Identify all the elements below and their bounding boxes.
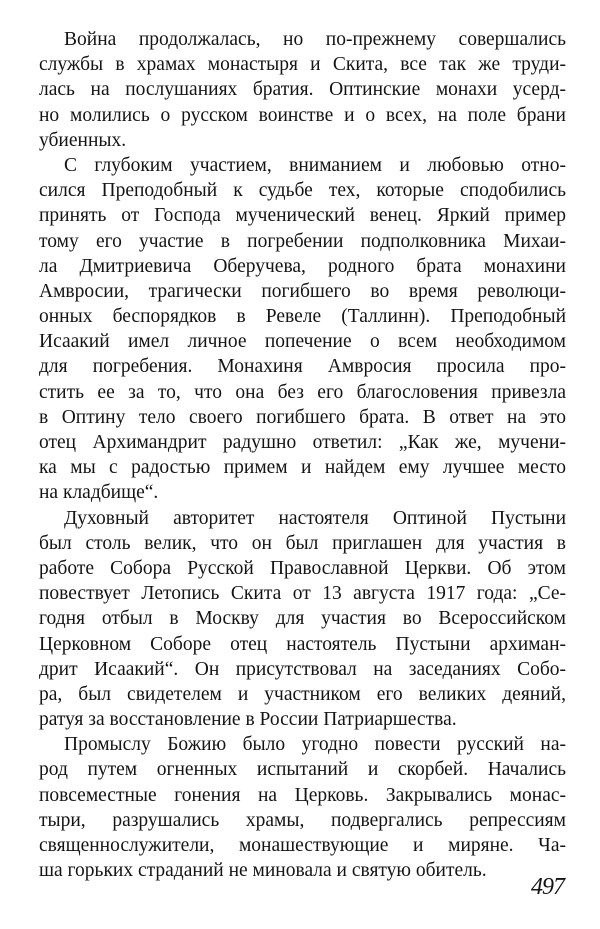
text-line: на кладбище“.	[39, 482, 159, 504]
text-line: для погребения. Монахиня Амвросия просила про-	[39, 356, 566, 378]
text-line: ша горьких страданий не миновала и святую обитель.	[39, 860, 487, 882]
text-line: годня отбыл в Москву для участия во Всероссийском	[39, 608, 566, 630]
text-line: принять от Господа мученический венец. Яркий пример	[39, 205, 566, 227]
page-body	[39, 27, 566, 883]
text-line: но молились о русском воинстве и о всех, на поле брани	[39, 104, 566, 126]
text-line: стить ее за то, что она без его благословения привезла	[39, 381, 566, 403]
text-line: священнослужители, монашествующие и миряне. Ча-	[39, 835, 566, 856]
text-line: род путем огненных испытаний и скорбей. Начались	[39, 759, 566, 781]
paragraph	[39, 506, 566, 733]
text-line: Промыслу Божию было угодно повести русский на-	[64, 734, 566, 756]
paragraph	[39, 27, 566, 153]
text-line: Война продолжалась, но по-прежнему совершались	[64, 29, 566, 50]
page-number: 497	[531, 874, 564, 900]
text-line: работе Собора Русской Православной Церкви. Об этом	[39, 557, 566, 579]
text-line: ла Дмитриевича Оберучева, родного брата монахини	[39, 255, 566, 277]
text-line: Исаакий имел личное попечение о всем необходимом	[39, 331, 566, 353]
text-line: лась на послушаниях братия. Оптинские монахи усерд-	[39, 79, 566, 101]
text-line: службы в храмах монастыря и Скита, все так же труди-	[39, 54, 566, 76]
paragraph	[39, 153, 566, 506]
text-line: в Оптину тело своего погибшего брата. В ответ на это	[39, 406, 566, 428]
text-line: Церковном Соборе отец настоятель Пустыни архиман-	[39, 633, 566, 655]
text-line: сился Преподобный к судьбе тех, которые сподобились	[39, 180, 566, 202]
text-line: Амвросии, трагически погибшего во время революци-	[39, 280, 566, 302]
text-line: ра, был свидетелем и участником его великих деяний,	[39, 683, 566, 705]
text-line: Духовный авторитет настоятеля Оптиной Пустыни	[64, 507, 566, 529]
text-line: убиенных.	[39, 129, 127, 151]
text-line: тому его участие в погребении подполковника Михаи-	[39, 230, 566, 252]
text-line: отец Архимандрит радушно ответил: „Как же, мучени-	[39, 432, 566, 453]
text-line: онных беспорядков в Ревеле (Таллинн). Преподобный	[39, 306, 566, 328]
text-line: повествует Летопись Скита от 13 августа 1917 года: „Се-	[39, 583, 566, 605]
text-line: С глубоким участием, вниманием и любовью отно-	[64, 154, 566, 176]
text-line: тыри, разрушались храмы, подвергались репрессиям	[39, 809, 566, 831]
paragraph	[39, 732, 566, 883]
text-line: дрит Исаакий“. Он присутствовал на заседаниях Собо-	[39, 658, 566, 680]
text-line: повсеместные гонения на Церковь. Закрывались монас-	[39, 784, 566, 806]
text-line: ратуя за восстановление в России Патриаршества.	[39, 709, 457, 731]
text-line: ка мы с радостью примем и найдем ему лучшее место	[39, 457, 566, 479]
text-line: был столь велик, что он был приглашен для участия в	[39, 532, 566, 554]
